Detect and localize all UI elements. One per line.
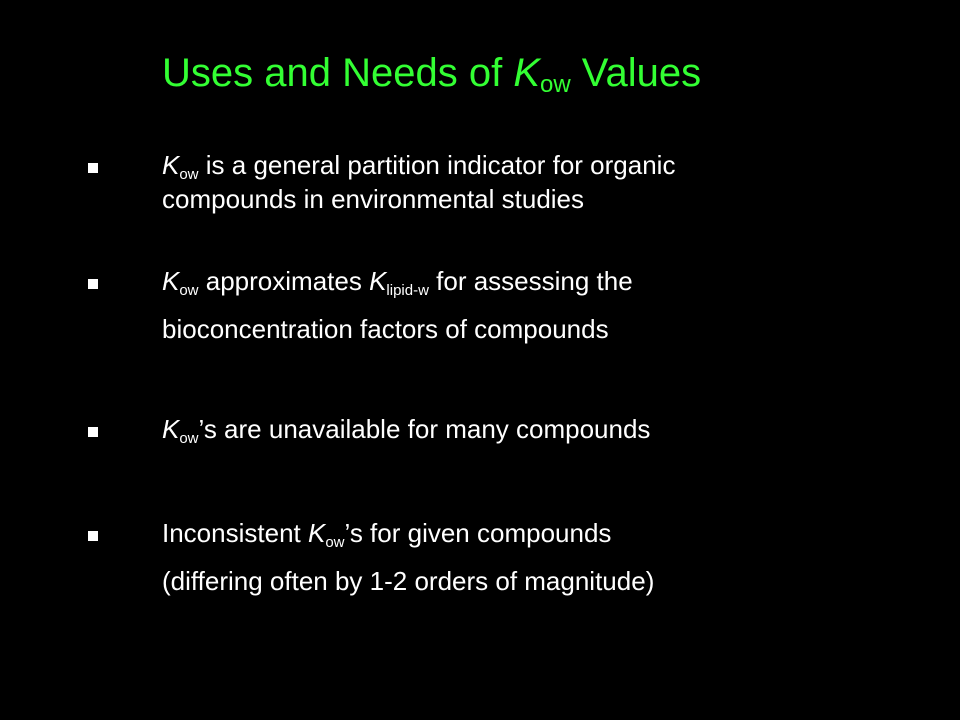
square-bullet-icon xyxy=(88,531,98,541)
lipid-w-subscript: lipid-w xyxy=(386,282,429,299)
ow-subscript: ow xyxy=(179,430,199,447)
k-variable: K xyxy=(369,266,387,296)
ow-subscript: ow xyxy=(179,166,199,183)
title-prefix: Uses and Needs of xyxy=(162,51,514,95)
bullet-2-line-2: bioconcentration factors of compounds xyxy=(162,314,609,344)
ow-subscript: ow xyxy=(325,534,345,551)
bullet-2-text: for assessing the xyxy=(428,266,633,296)
title-variable: K xyxy=(513,51,540,95)
slide-title xyxy=(162,48,701,98)
title-subscript: ow xyxy=(540,71,571,98)
bullet-4-line-1 xyxy=(162,518,611,549)
bullet-3-text: ’s are unavailable for many compounds xyxy=(198,414,651,444)
title-suffix: Values xyxy=(570,51,702,95)
ow-subscript: ow xyxy=(179,282,199,299)
k-variable: K xyxy=(162,414,180,444)
bullet-2-mid-text: approximates xyxy=(198,266,370,296)
k-variable: K xyxy=(162,266,180,296)
bullet-1-line-2: compounds in environmental studies xyxy=(162,184,585,214)
square-bullet-icon xyxy=(88,279,98,289)
bullet-4-line-2: (differing often by 1-2 orders of magnitude) xyxy=(162,566,655,596)
bullet-2-line-1 xyxy=(162,266,633,297)
bullet-1-text: is a general partition indicator for organic xyxy=(198,150,676,180)
square-bullet-icon xyxy=(88,163,98,173)
bullet-1-line-1 xyxy=(162,150,675,181)
bullet-4-text: ’s for given compounds xyxy=(344,518,612,548)
bullet-3-line-1 xyxy=(162,414,650,445)
bullet-4-prefix: Inconsistent xyxy=(162,518,308,548)
square-bullet-icon xyxy=(88,427,98,437)
k-variable: K xyxy=(307,518,326,548)
k-variable: K xyxy=(162,150,180,180)
